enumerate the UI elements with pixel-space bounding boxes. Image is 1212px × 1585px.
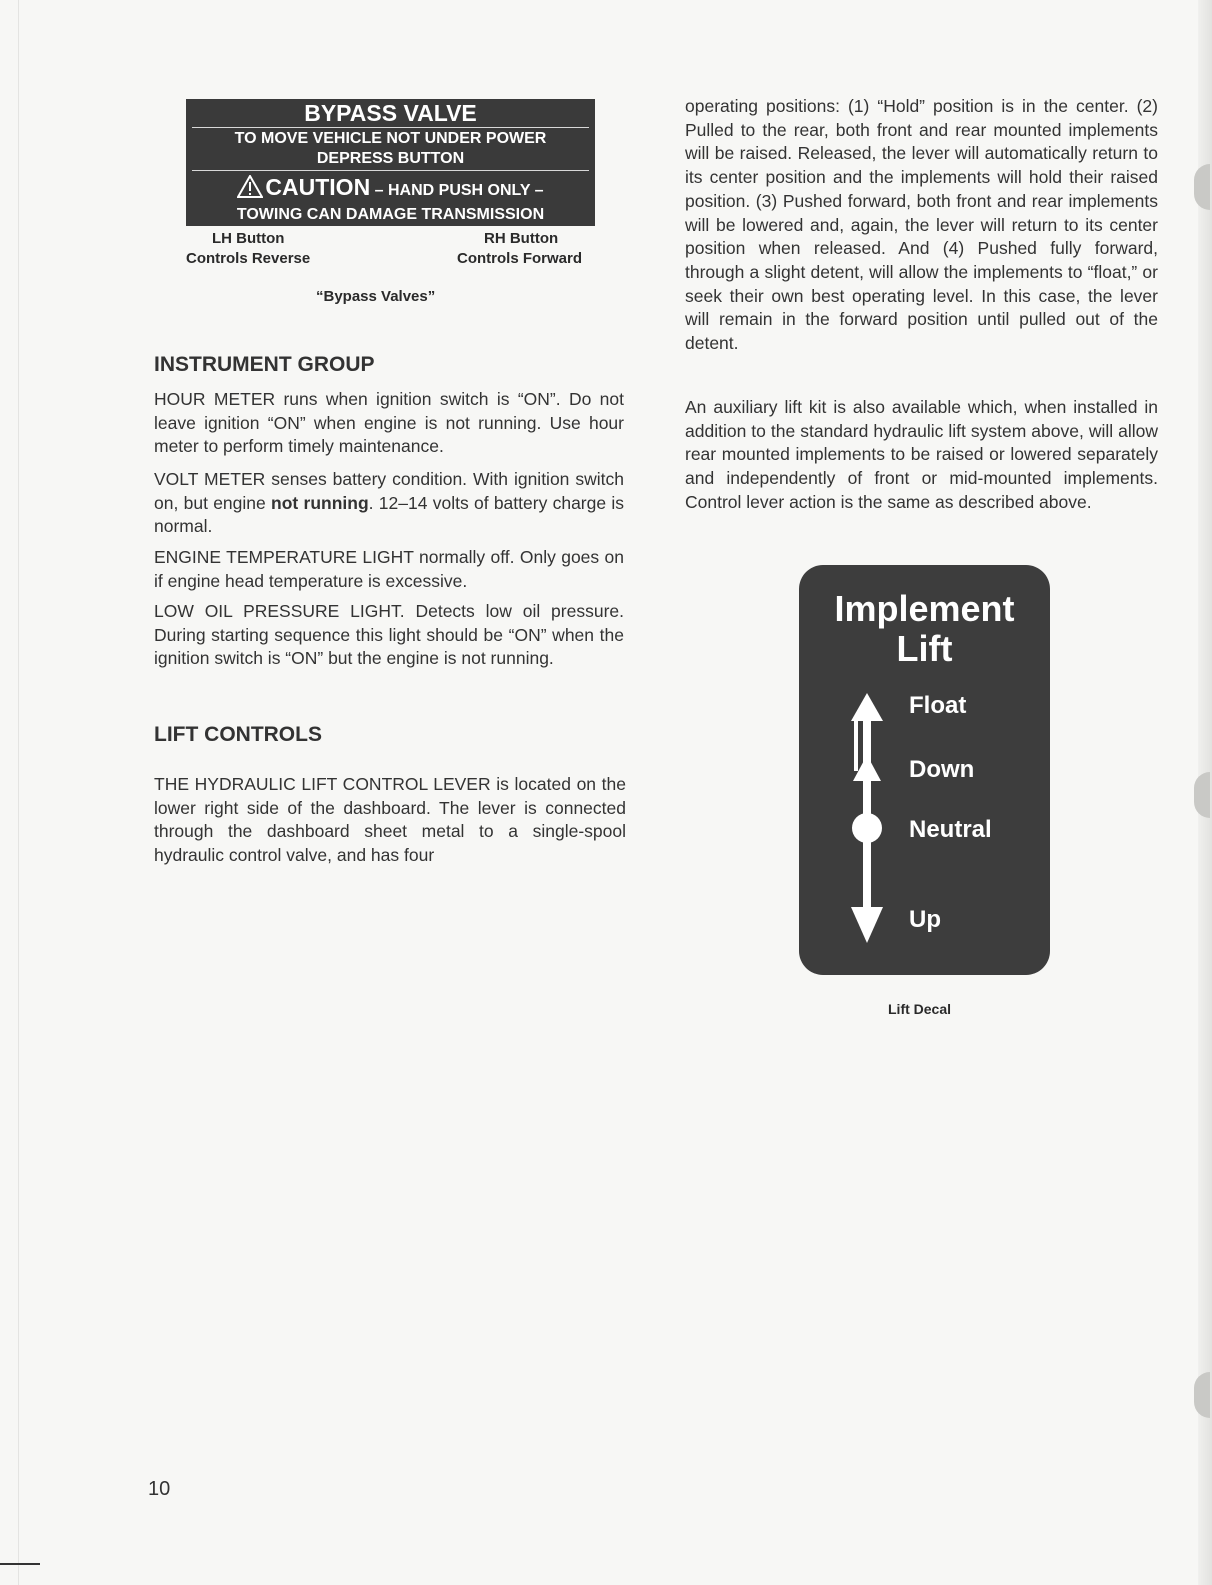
hour-meter-paragraph: HOUR METER runs when ignition switch is “ON”. Do not leave ignition “ON” when engine is not running. Use hour meter to perform timely maintenance. — [154, 389, 624, 457]
operating-positions-paragraph: operating positions: (1) “Hold” position is in the center. (2) Pulled to the rear, both front and rear mounted implements will be raised. Released, the lever will automatically return to its center position and the implements will hold their raised position. (3) Pushed forward, both front and rear implements will be lowered and, again, the lever will return to its center position when released. And (4) Pushed fully forward, through a slight detent, will allow the implements to “float,” or seek their own best operating level. In this case, the lever will remain in the forward position until pulled out of the detent. — [685, 96, 1158, 354]
lift-controls-heading: LIFT CONTROLS — [154, 723, 322, 746]
volt-meter-emphasis: not running — [271, 492, 369, 513]
lift-up-label: Up — [909, 906, 941, 933]
bypass-line-3: TOWING CAN DAMAGE TRANSMISSION — [236, 206, 545, 223]
decal-divider — [192, 170, 589, 171]
volt-meter-text: VOLT METER senses battery condition. With ignition switch on, but engine — [154, 469, 624, 513]
engine-temp-paragraph: ENGINE TEMPERATURE LIGHT normally off. Only goes on if engine head temperature is excessive. — [154, 547, 624, 591]
caution-text: – HAND PUSH ONLY – — [370, 182, 544, 199]
oil-pressure-paragraph: LOW OIL PRESSURE LIGHT. Detects low oil pressure. During starting sequence this light should be “ON” when the ignition switch is “ON” but the engine is not running. — [154, 601, 624, 669]
corner-mark — [0, 1563, 40, 1565]
caution-row — [186, 173, 595, 205]
bypass-line-1: TO MOVE VEHICLE NOT UNDER POWER — [234, 130, 547, 147]
volt-meter-paragraph — [154, 468, 624, 539]
instrument-group-heading: INSTRUMENT GROUP — [154, 353, 375, 376]
rh-button-function: Controls Forward — [457, 250, 583, 267]
lift-float-label: Float — [909, 692, 967, 719]
bypass-line-2: DEPRESS BUTTON — [316, 150, 465, 167]
lift-decal-title-1: Implement — [834, 588, 1015, 629]
lift-arrow-icon — [839, 693, 895, 943]
lift-down-label: Down — [909, 756, 975, 783]
bypass-valve-decal — [186, 99, 595, 226]
implement-lift-decal — [799, 565, 1050, 975]
lh-button-label: LH Button — [212, 230, 285, 247]
rh-button-label: RH Button — [484, 230, 559, 247]
bypass-caption: “Bypass Valves” — [316, 288, 436, 305]
page-number: 10 — [148, 1478, 171, 1500]
bypass-title: BYPASS VALVE — [304, 100, 477, 126]
lift-neutral-label: Neutral — [909, 816, 992, 843]
binder-hole — [1194, 1372, 1210, 1418]
auxiliary-lift-paragraph: An auxiliary lift kit is also available which, when installed in addition to the standard hydraulic lift system above, will allow rear mounted implements to be raised or lowered separately and independently of front or mid-mounted implements. Control lever action is the same as described above. — [685, 397, 1158, 512]
decal-divider — [192, 127, 589, 128]
warning-triangle-icon — [237, 175, 263, 198]
binder-hole — [1194, 164, 1210, 210]
caution-word: CAUTION — [265, 174, 371, 200]
page-shadow — [18, 0, 19, 1585]
lh-button-function: Controls Reverse — [186, 250, 311, 267]
lift-decal-caption: Lift Decal — [888, 1001, 952, 1017]
volt-meter-text-end: . 12–14 volts of battery charge is normal. — [154, 492, 625, 537]
lift-lever-paragraph: THE HYDRAULIC LIFT CONTROL LEVER is located on the lower right side of the dashboard. The lever is connected through the dashboard sheet metal to a single-spool hydraulic control valve, and has four — [154, 774, 626, 866]
lift-decal-title-2: Lift — [896, 628, 953, 669]
binder-hole — [1194, 772, 1210, 818]
